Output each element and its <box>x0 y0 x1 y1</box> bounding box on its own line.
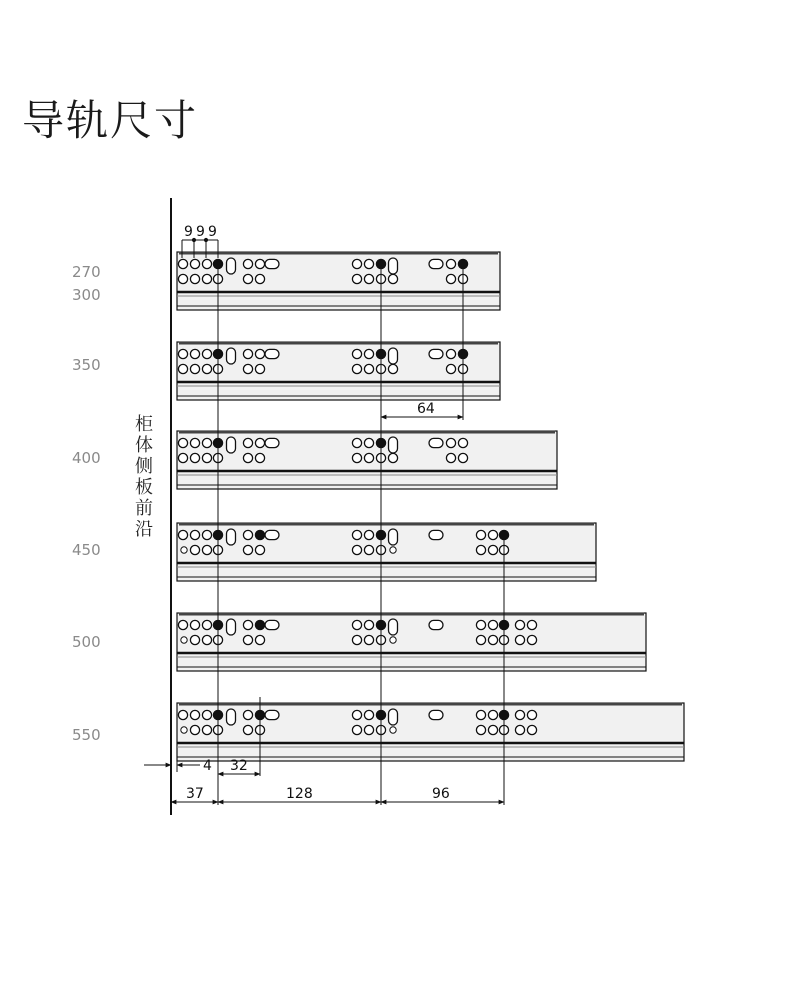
mount-hole <box>202 438 211 447</box>
mount-hole <box>488 545 497 554</box>
mount-hole <box>243 530 252 539</box>
mount-hole <box>202 635 211 644</box>
mount-hole <box>364 438 373 447</box>
mount-hole <box>190 349 199 358</box>
mount-hole <box>243 710 252 719</box>
mount-hole <box>202 710 211 719</box>
rail-5 <box>177 703 684 761</box>
mount-hole <box>255 635 264 644</box>
oval-hole <box>265 620 279 629</box>
axis-char: 板 <box>135 477 153 498</box>
mount-hole <box>243 453 252 462</box>
rail-length-labels <box>72 263 101 744</box>
mount-hole <box>476 545 485 554</box>
mount-hole <box>255 545 264 554</box>
mount-hole <box>190 274 199 283</box>
dim-128-label: 128 <box>286 786 313 802</box>
slot-hole <box>227 709 236 725</box>
dim-32-label: 32 <box>230 758 248 774</box>
mount-hole <box>178 259 187 268</box>
mount-hole <box>352 438 361 447</box>
mount-hole <box>476 725 485 734</box>
mount-hole <box>178 453 187 462</box>
slot-hole <box>227 437 236 453</box>
mount-hole <box>364 364 373 373</box>
length-label: 270 <box>72 263 101 281</box>
mount-hole <box>178 438 187 447</box>
mount-hole <box>202 620 211 629</box>
mount-hole <box>255 364 264 373</box>
mount-hole <box>364 259 373 268</box>
mount-hole <box>255 274 264 283</box>
mount-hole <box>488 530 497 539</box>
oval-hole <box>265 349 279 358</box>
rail-2 <box>177 431 557 489</box>
oval-hole <box>265 710 279 719</box>
mount-hole <box>255 453 264 462</box>
mount-hole <box>527 635 536 644</box>
mount-hole <box>476 635 485 644</box>
pitch-label: 9 <box>184 224 193 240</box>
pitch-label: 9 <box>196 224 205 240</box>
mount-hole <box>446 364 455 373</box>
slot-hole <box>227 529 236 545</box>
mount-hole <box>388 364 397 373</box>
mount-hole <box>488 725 497 734</box>
mount-hole <box>202 364 211 373</box>
mount-hole <box>388 453 397 462</box>
mount-hole <box>243 274 252 283</box>
rails-group <box>177 252 684 761</box>
mount-hole <box>352 530 361 539</box>
mount-hole <box>178 620 187 629</box>
mount-hole <box>515 620 524 629</box>
mount-hole <box>243 349 252 358</box>
mount-hole <box>352 620 361 629</box>
mount-hole <box>190 620 199 629</box>
mount-hole <box>458 453 467 462</box>
mount-hole <box>364 274 373 283</box>
slot-hole <box>227 619 236 635</box>
mount-hole <box>364 635 373 644</box>
length-label: 450 <box>72 541 101 559</box>
mount-hole <box>352 259 361 268</box>
mount-hole <box>515 725 524 734</box>
axis-char: 体 <box>135 435 153 456</box>
mount-hole <box>488 620 497 629</box>
slot-hole <box>389 529 398 545</box>
mount-hole <box>202 530 211 539</box>
mount-hole <box>190 364 199 373</box>
length-label: 300 <box>72 286 101 304</box>
mount-hole-filled <box>255 530 264 539</box>
mount-hole <box>178 530 187 539</box>
slot-hole <box>389 348 398 364</box>
mount-hole <box>243 620 252 629</box>
mount-hole <box>178 364 187 373</box>
mount-hole <box>446 274 455 283</box>
mount-hole <box>202 274 211 283</box>
rail-body <box>177 523 596 581</box>
mount-hole <box>527 620 536 629</box>
mount-hole <box>476 530 485 539</box>
mount-hole <box>352 725 361 734</box>
mount-hole <box>243 545 252 554</box>
mount-hole <box>243 364 252 373</box>
page-title: 导轨尺寸 <box>22 96 199 145</box>
mount-hole <box>255 349 264 358</box>
mount-hole-filled <box>255 620 264 629</box>
mount-hole <box>178 710 187 719</box>
mount-hole <box>178 274 187 283</box>
mount-hole <box>515 635 524 644</box>
mount-hole <box>190 453 199 462</box>
length-label: 500 <box>72 633 101 651</box>
oval-hole <box>429 259 443 268</box>
slot-hole <box>227 348 236 364</box>
mount-hole <box>352 710 361 719</box>
oval-hole <box>429 438 443 447</box>
dim-96-label: 96 <box>432 786 450 802</box>
dim-4-label: 4 <box>203 758 212 774</box>
mount-hole <box>178 349 187 358</box>
mount-hole <box>446 438 455 447</box>
mount-hole <box>446 453 455 462</box>
mount-hole <box>364 710 373 719</box>
slot-hole <box>227 258 236 274</box>
oval-hole <box>429 710 443 719</box>
mount-hole <box>202 453 211 462</box>
mount-hole <box>352 364 361 373</box>
mount-hole <box>190 725 199 734</box>
axis-char: 侧 <box>135 456 153 477</box>
mount-hole <box>243 259 252 268</box>
mount-hole <box>488 635 497 644</box>
mount-hole <box>364 453 373 462</box>
mount-hole <box>388 274 397 283</box>
mount-hole <box>243 725 252 734</box>
mount-hole <box>352 453 361 462</box>
slot-hole <box>389 258 398 274</box>
rail-1 <box>177 342 500 400</box>
oval-hole <box>429 530 443 539</box>
axis-char: 前 <box>135 498 153 519</box>
mount-hole <box>352 274 361 283</box>
mount-hole <box>202 725 211 734</box>
mount-hole <box>202 545 211 554</box>
rail-3 <box>177 523 596 581</box>
mount-hole <box>515 710 524 719</box>
slot-hole <box>389 437 398 453</box>
slot-hole <box>389 619 398 635</box>
mount-hole <box>190 259 199 268</box>
mount-hole <box>190 545 199 554</box>
mount-hole <box>446 349 455 358</box>
rail-0 <box>177 252 500 310</box>
pitch-label: 9 <box>208 224 217 240</box>
axis-char: 柜 <box>135 414 153 435</box>
mount-hole <box>202 259 211 268</box>
mount-hole <box>243 438 252 447</box>
mount-hole <box>364 620 373 629</box>
length-label: 350 <box>72 356 101 374</box>
oval-hole <box>265 438 279 447</box>
mount-hole <box>255 438 264 447</box>
mount-hole <box>364 545 373 554</box>
mount-hole <box>364 349 373 358</box>
length-label: 550 <box>72 726 101 744</box>
mount-hole <box>202 349 211 358</box>
dim-37-label: 37 <box>186 786 204 802</box>
mount-hole <box>352 349 361 358</box>
mount-hole <box>476 620 485 629</box>
mount-hole <box>255 259 264 268</box>
slot-hole <box>389 709 398 725</box>
mount-hole <box>446 259 455 268</box>
oval-hole <box>429 349 443 358</box>
mount-hole <box>458 438 467 447</box>
mount-hole <box>190 635 199 644</box>
dim-64-label: 64 <box>417 401 435 417</box>
cabinet-front-edge-label <box>135 414 153 540</box>
oval-hole <box>429 620 443 629</box>
mount-hole <box>352 545 361 554</box>
mount-hole <box>364 725 373 734</box>
mount-hole <box>364 530 373 539</box>
axis-char: 沿 <box>135 519 153 540</box>
oval-hole <box>265 259 279 268</box>
mount-hole <box>527 725 536 734</box>
mount-hole <box>488 710 497 719</box>
mount-hole <box>243 635 252 644</box>
mount-hole <box>190 530 199 539</box>
length-label: 400 <box>72 449 101 467</box>
mount-hole <box>527 710 536 719</box>
mount-hole <box>352 635 361 644</box>
mount-hole <box>190 438 199 447</box>
rail-4 <box>177 613 646 671</box>
oval-hole <box>265 530 279 539</box>
mount-hole <box>190 710 199 719</box>
mount-hole <box>476 710 485 719</box>
